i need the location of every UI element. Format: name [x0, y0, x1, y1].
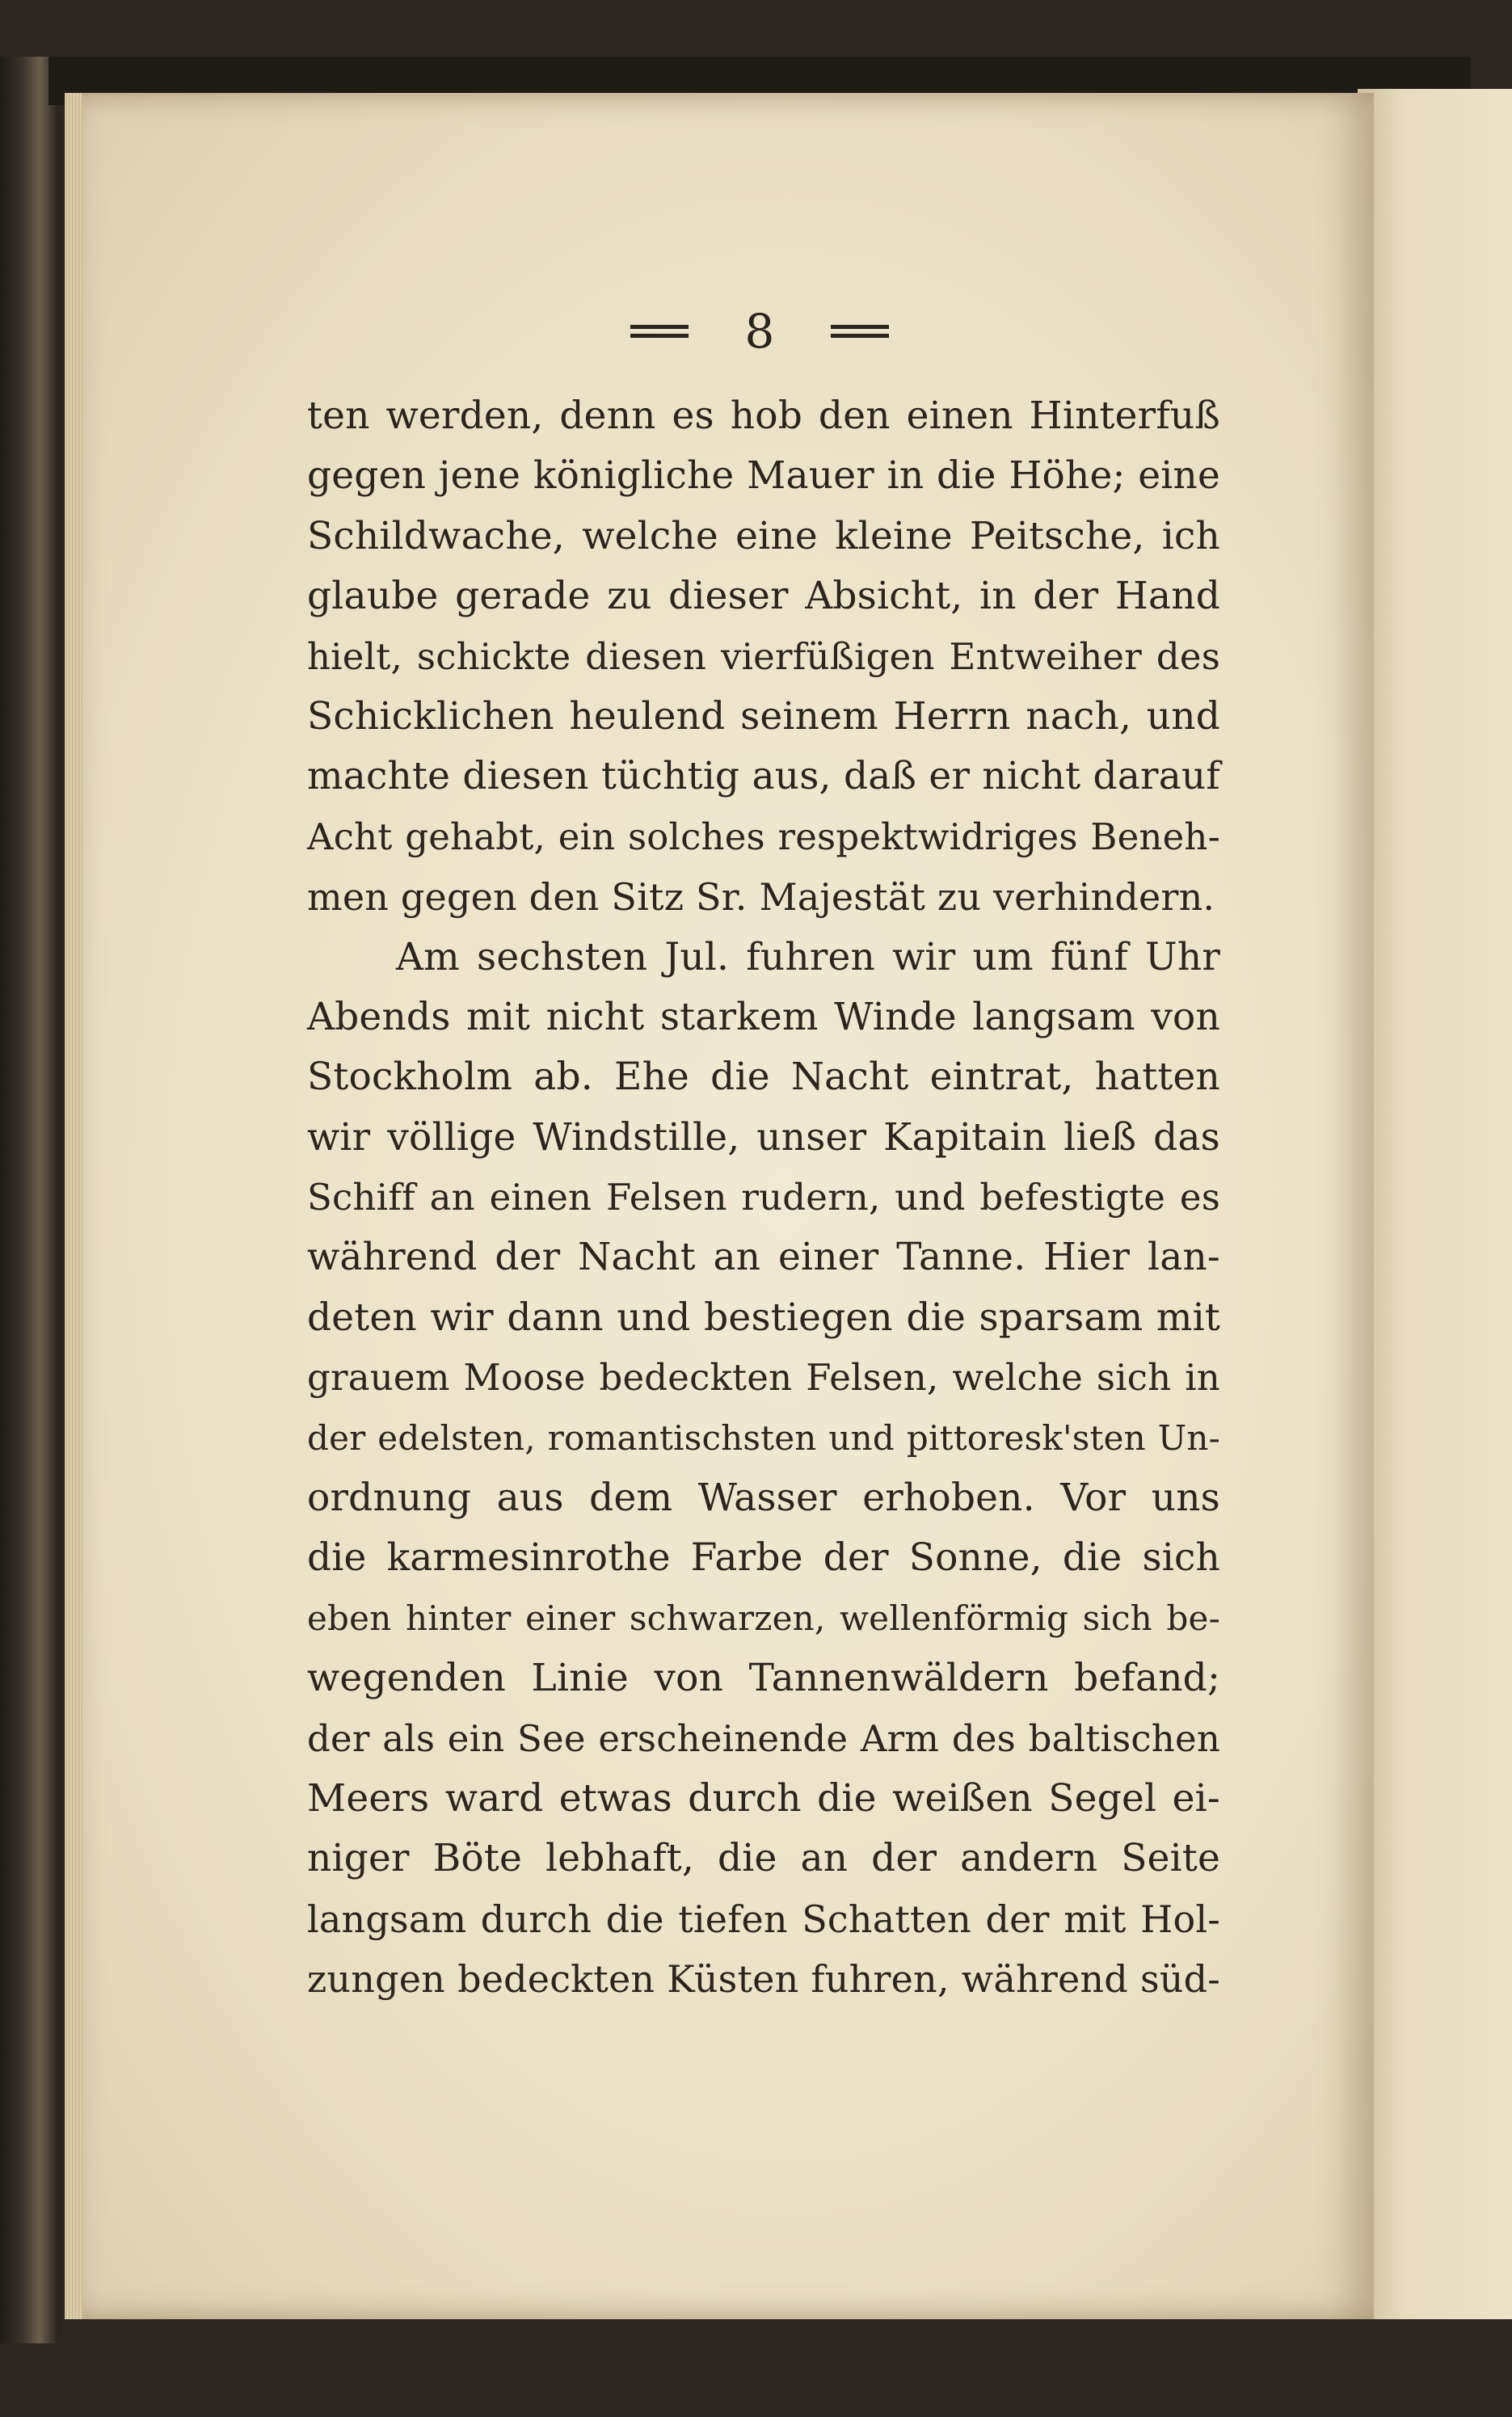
text-line: Acht gehabt, ein solches respektwidriges Beneh-	[307, 815, 1220, 858]
text-line: hielt, schickte diesen vierfüßigen Entweiher des	[307, 634, 1220, 678]
text-line: Meers ward etwas durch die weißen Segel ei-	[307, 1775, 1220, 1821]
text-line-paragraph-start: Am sechsten Jul. fuhren wir um fünf Uhr	[396, 934, 1220, 979]
text-line: die karmesinrothe Farbe der Sonne, die sich	[307, 1535, 1220, 1581]
text-line: während der Nacht an einer Tanne. Hier lan-	[307, 1235, 1220, 1280]
book-binding	[0, 57, 57, 2343]
text-line: langsam durch die tiefen Schatten der mit Hol-	[307, 1897, 1220, 1941]
text-line: eben hinter einer schwarzen, wellenförmig sich be-	[307, 1598, 1220, 1638]
text-line: wegenden Linie von Tannenwäldern befand;	[307, 1656, 1220, 1701]
text-line: grauem Moose bedeckten Felsen, welche sich in	[307, 1356, 1220, 1400]
text-line: men gegen den Sitz Sr. Majestät zu verhindern.	[307, 875, 1215, 920]
text-line: glaube gerade zu dieser Absicht, in der Hand	[307, 574, 1220, 619]
text-line: machte diesen tüchtig aus, daß er nicht darauf	[307, 754, 1220, 799]
text-line: niger Böte lebhaft, die an der andern Seite	[307, 1836, 1220, 1881]
body-text	[307, 386, 1220, 2010]
page-number: 8	[744, 304, 775, 359]
page-stack-edge	[65, 93, 82, 2319]
page-header	[598, 299, 921, 364]
text-line: wir völlige Windstille, unser Kapitain ließ das	[307, 1114, 1220, 1160]
text-line: Schildwache, welche eine kleine Peitsche, ich	[307, 513, 1220, 558]
text-line: gegen jene königliche Mauer in die Höhe; eine	[307, 453, 1220, 499]
text-line: der als ein See erscheinende Arm des baltischen	[307, 1716, 1220, 1760]
text-line: Stockholm ab. Ehe die Nacht eintrat, hatten	[307, 1055, 1220, 1100]
header-rule-left	[630, 325, 689, 338]
text-line: Schiff an einen Felsen rudern, und befestigte es	[307, 1176, 1220, 1219]
text-line: deten wir dann und bestiegen die sparsam mit	[307, 1295, 1220, 1340]
header-rule-right	[831, 325, 889, 338]
text-line: Abends mit nicht starkem Winde langsam von	[307, 994, 1220, 1039]
text-line: zungen bedeckten Küsten fuhren, während süd-	[307, 1957, 1220, 2002]
text-line: ten werden, denn es hob den einen Hinterfuß	[307, 394, 1220, 438]
text-line: Schicklichen heulend seinem Herrn nach, und	[307, 693, 1220, 739]
text-line: ordnung aus dem Wasser erhoben. Vor uns	[307, 1476, 1220, 1521]
text-line: der edelsten, romantischsten und pittoresk'sten Un-	[307, 1417, 1220, 1458]
facing-page-edge	[1358, 89, 1512, 2319]
